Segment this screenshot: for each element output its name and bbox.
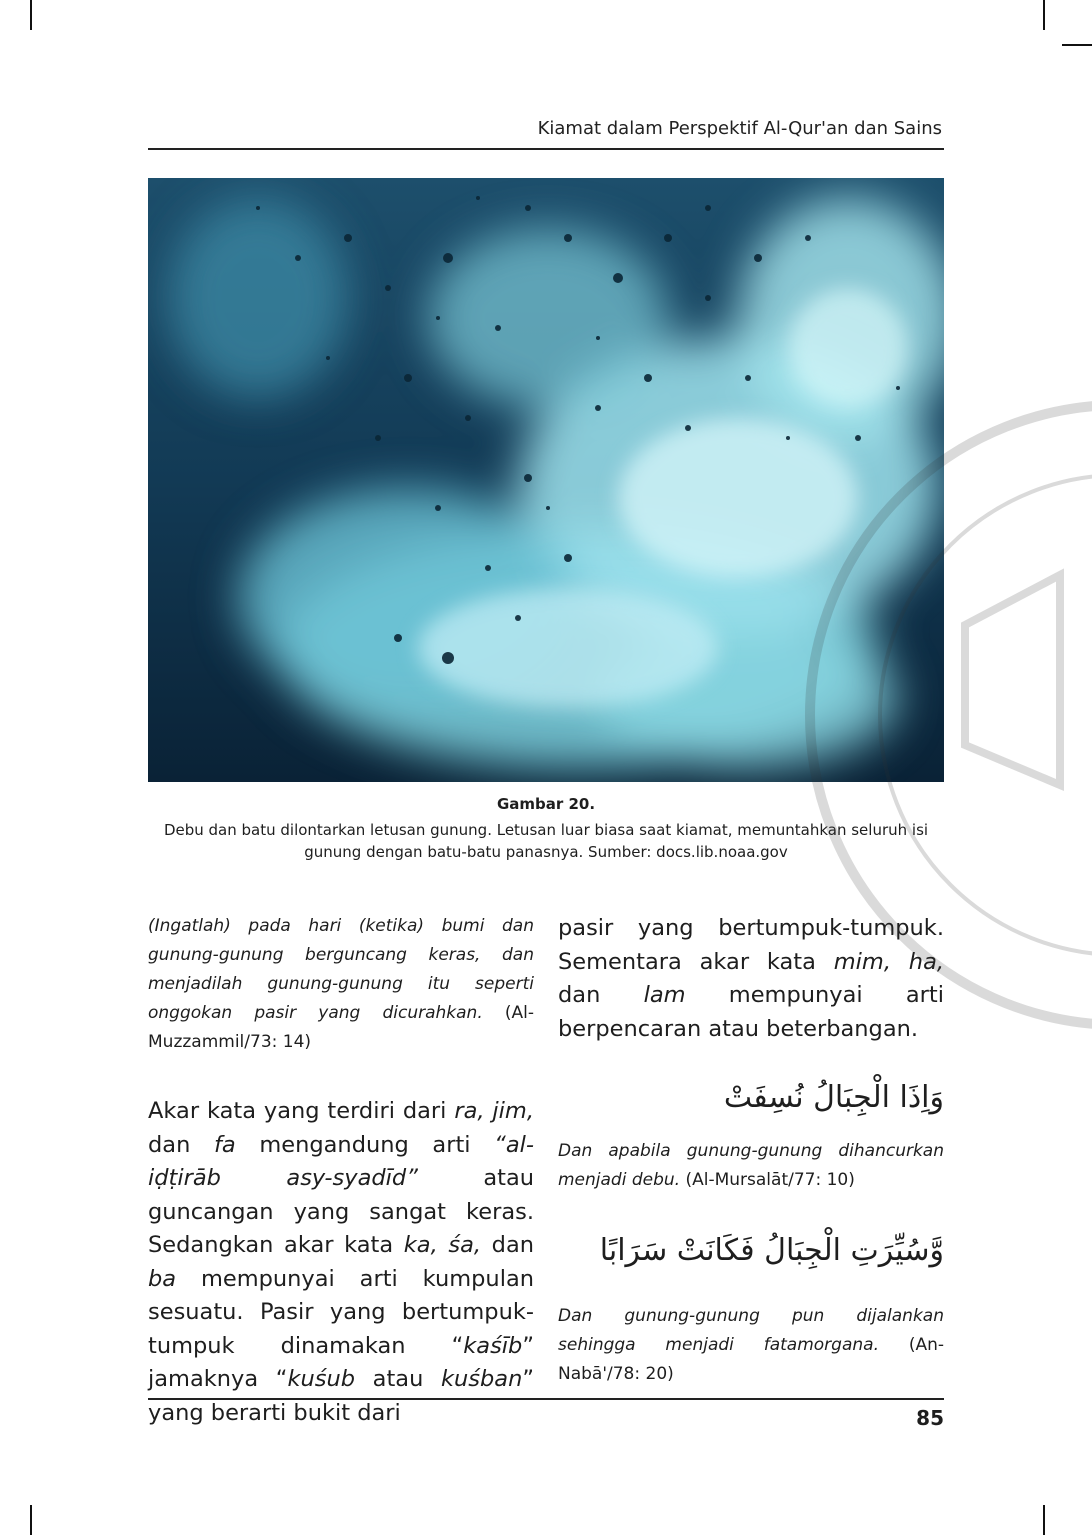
text-run: ” yang berarti bukit dari [148,1366,534,1426]
left-column [148,912,534,1430]
italic-term: ba [148,1265,177,1292]
crop-mark-bottom-right [1043,1505,1045,1535]
arabic-verse-naba: وَّسُيِّرَتِ الْجِبَالُ فَكَانَتْ سَرَابًا [599,1233,944,1268]
verse2-translation: Dan gunung-gunung pun dijalankan sehingga menjadi fatamorgana. [558,1306,944,1355]
figure-caption: Debu dan batu dilontarkan letusan gunung. Letusan luar biasa saat kiamat, memuntahkan seluruh isi gunung dengan batu-batu panasnya. Sumber: docs.lib.noaa.gov [163,821,929,861]
text-run: Akar kata yang terdiri dari [148,1098,455,1124]
right-column [558,912,944,1389]
text-run: mempunyai arti kumpulan sesuatu. Pasir yang bertumpuk-tumpuk dinamakan “ [148,1265,534,1359]
text-run: dan [558,982,644,1008]
italic-term: ra, jim, [454,1098,534,1124]
text-run: dan [148,1131,214,1158]
crop-mark-bottom-left [30,1505,32,1535]
footer-rule [148,1398,944,1400]
text-run: pasir yang bertumpuk-tumpuk. Sementara akar kata [558,915,944,975]
left-paragraph [148,1095,534,1430]
text-run: ” jamaknya “ [148,1332,534,1392]
italic-term: “al-iḍṭirāb asy-syadīd” [148,1131,534,1191]
italic-term: lam [643,982,686,1008]
quote-muzzammil [148,912,534,1057]
italic-term: kaśīb [463,1332,523,1359]
text-run: atau guncangan yang sangat keras. Sedangkan akar kata [148,1165,534,1258]
verse1-reference: (Al-Mursalāt/77: 10) [685,1170,855,1190]
emblem-shape [965,575,1060,785]
header-rule [148,148,944,150]
quote-reference: (Al-Muzzammil/73: 14) [148,1003,535,1052]
text-run: mempunyai arti berpencaran atau beterbangan. [558,982,944,1042]
text-run: mengandung arti [235,1131,495,1158]
page-number: 85 [916,1406,944,1430]
crop-mark-top-right [1043,0,1045,30]
italic-term: kuśban [440,1366,523,1392]
italic-term: ka, śa, [403,1232,482,1258]
quote-translation: (Ingatlah) pada hari (ketika) bumi dan gunung-gunung berguncang keras, dan menjadilah gunung-gunung itu seperti onggokan pasir yang dicurahkan. [148,916,534,1023]
italic-term: mim, ha, [833,948,945,975]
right-paragraph [558,912,944,1046]
crop-mark-right-top [1062,44,1092,46]
figure-label: Gambar 20. [496,795,596,813]
verse-naba-translation [558,1302,944,1389]
text-run: atau [355,1366,441,1392]
eruption-photo [148,178,944,782]
arabic-verse-mursalat: وَاِذَا الْجِبَالُ نُسِفَتْ [723,1080,944,1115]
verse-mursalat-translation [558,1137,944,1195]
italic-term: kuśub [287,1366,356,1392]
running-head: Kiamat dalam Perspektif Al-Qur'an dan Sains [537,118,942,139]
italic-term: fa [213,1131,236,1158]
verse2-reference: (An-Nabā'/78: 20) [558,1335,944,1384]
text-run: dan [481,1232,534,1258]
crop-mark-top-left [30,0,32,30]
verse1-translation: Dan apabila gunung-gunung dihancurkan menjadi debu. [558,1141,944,1190]
